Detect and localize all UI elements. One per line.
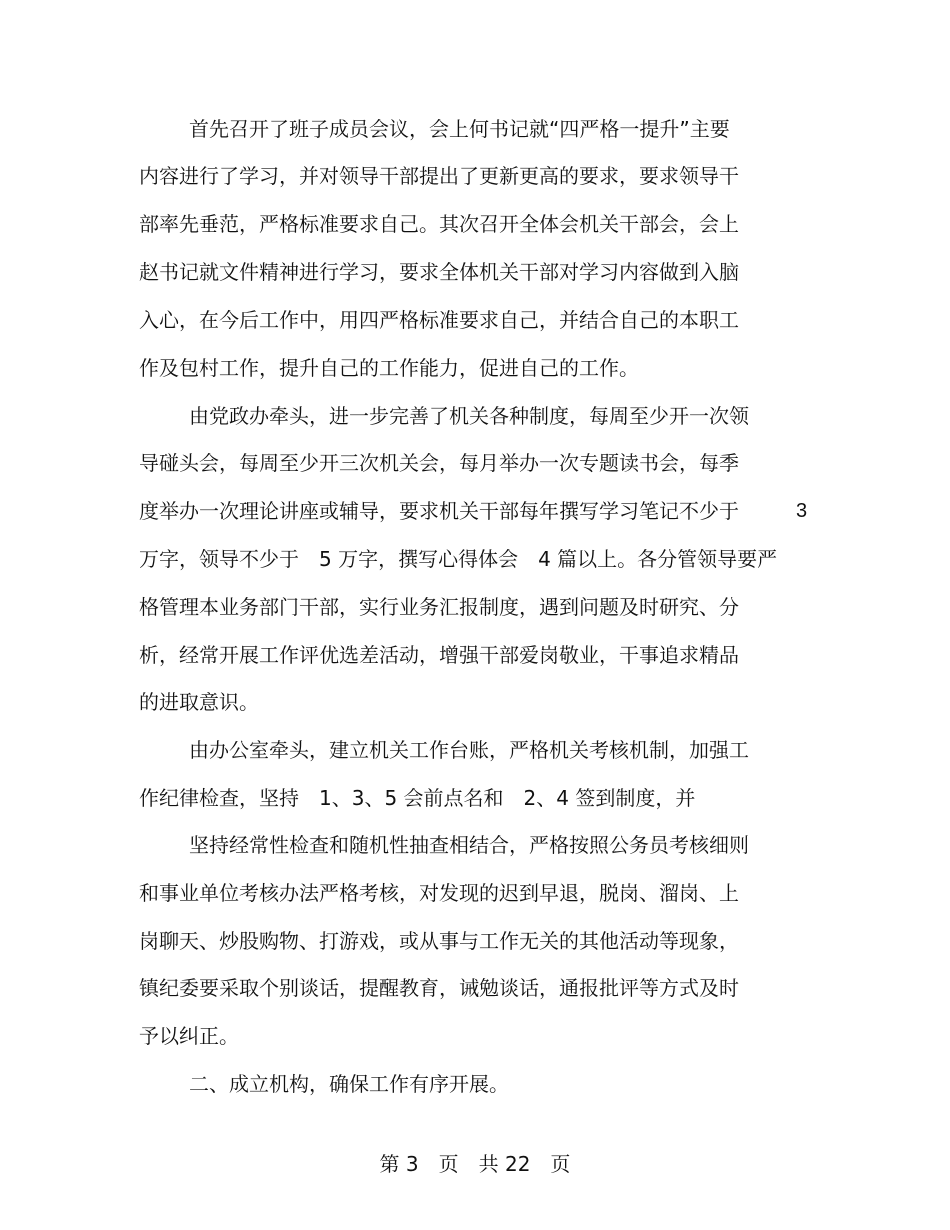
section-heading: 二、成立机构，确保工作有序开展。 (189, 1072, 509, 1096)
paragraph-line: 作及包村工作，提升自己的工作能力，促进自己的工作。 (139, 356, 639, 380)
paragraph-line: 入心，在今后工作中，用四严格标准要求自己，并结合自己的本职工 (139, 308, 739, 332)
paragraph-line: 度举办一次理论讲座或辅导，要求机关干部每年撰写学习笔记不少于 (139, 499, 739, 523)
paragraph-line: 岗聊天、炒股购物、打游戏，或从事与工作无关的其他活动等现象， (139, 929, 739, 953)
paragraph-line: 内容进行了学习，并对领导干部提出了更新更高的要求，要求领导干 (139, 164, 739, 188)
paragraph-line: 格管理本业务部门干部，实行业务汇报制度，遇到问题及时研究、分 (139, 595, 739, 619)
paragraph-line: 作纪律检查，坚持 1、3、5 会前点名和 2、4 签到制度，并 (139, 786, 696, 810)
paragraph-line: 由办公室牵头，建立机关工作台账，严格机关考核机制，加强工 (189, 738, 749, 762)
paragraph-line: 予以纠正。 (139, 1024, 239, 1048)
paragraph-line: 首先召开了班子成员会议，会上何书记就“四严格一提升”主要 (189, 117, 730, 141)
paragraph-line: 赵书记就文件精神进行学习，要求全体机关干部对学习内容做到入脑 (139, 260, 739, 284)
paragraph-line: 由党政办牵头，进一步完善了机关各种制度，每周至少开一次领 (189, 404, 749, 428)
page-number-footer: 第 3 页 共 22 页 (379, 1152, 571, 1176)
paragraph-line: 坚持经常性检查和随机性抽查相结合，严格按照公务员考核细则 (189, 833, 749, 857)
paragraph-line: 部率先垂范，严格标准要求自己。其次召开全体会机关干部会，会上 (139, 212, 739, 236)
paragraph-line: 析，经常开展工作评优选差活动，增强干部爱岗敬业，干事追求精品 (139, 643, 739, 667)
paragraph-line: 和事业单位考核办法严格考核，对发现的迟到早退，脱岗、溜岗、上 (139, 881, 739, 905)
overflow-number: 3 (796, 500, 808, 522)
paragraph-line: 镇纪委要采取个别谈话，提醒教育，诫勉谈话，通报批评等方式及时 (139, 976, 739, 1000)
paragraph-line: 的进取意识。 (139, 690, 259, 714)
paragraph-line: 万字，领导不少于 5 万字，撰写心得体会 4 篇以上。各分管领导要严 (139, 547, 778, 571)
paragraph-line: 导碰头会，每周至少开三次机关会，每月举办一次专题读书会，每季 (139, 451, 739, 475)
